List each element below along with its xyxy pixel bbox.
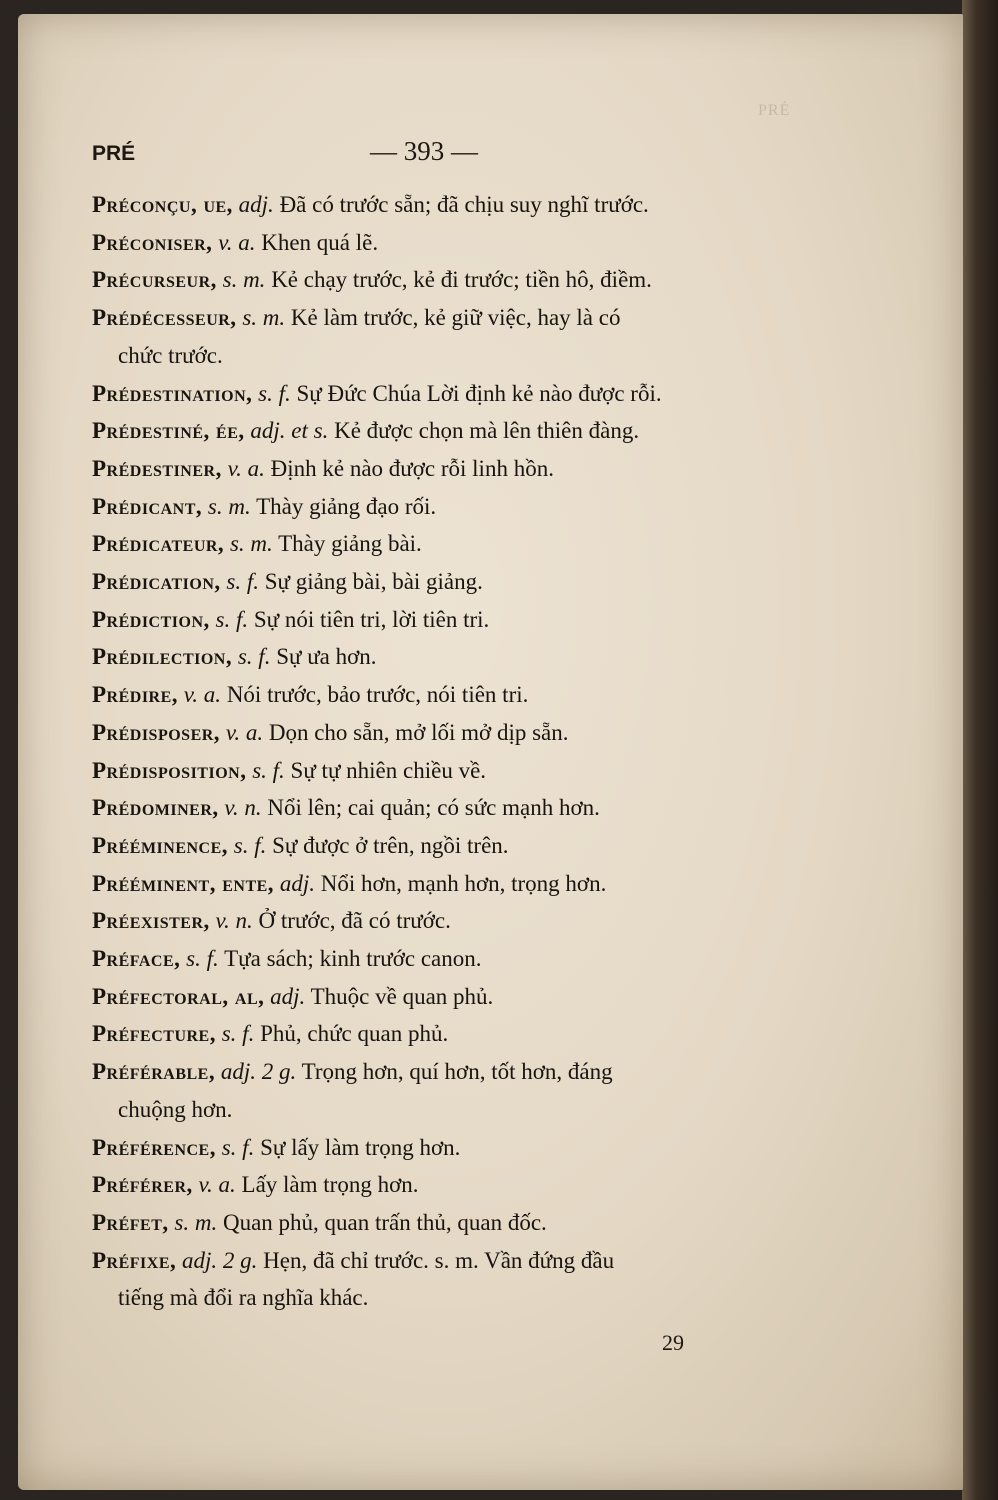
entry-grammar: s. m. [174,1209,218,1235]
book-spine [962,0,998,1500]
entry-grammar: s. m. [222,267,266,293]
entry-definition: Sự giảng bài, bài giảng. [264,569,483,595]
dictionary-entry [92,1129,792,1167]
entry-headword: Prédisposer, [92,719,221,745]
dictionary-entry [92,1204,792,1242]
entry-grammar: v. a. [198,1172,236,1198]
dictionary-entry [92,902,792,940]
entry-definition: Sự tự nhiên chiều về. [290,757,487,783]
entry-headword: Préconiser, [92,229,213,255]
entry-definition: Phủ, chức quan phủ. [260,1021,449,1047]
dictionary-entry [92,752,792,790]
dictionary-entry [92,789,792,827]
entry-grammar: adj. 2 g. [182,1247,258,1273]
entry-headword: Préfet, [92,1209,169,1235]
entry-headword: Prédicateur, [92,531,225,557]
entry-headword: Prédestination, [92,380,253,406]
dictionary-entry [92,1053,792,1128]
entry-definition: Kẻ chạy trước, kẻ đi trước; tiền hô, điềm. [271,267,652,293]
entry-definition: Thày giảng đạo rối. [256,493,437,519]
entry-headword: Préfectoral, al, [92,983,265,1009]
entry-headword: Prédestiner, [92,455,222,481]
entry-definition: Lấy làm trọng hơn. [241,1172,419,1198]
dictionary-entry [92,1166,792,1204]
entry-grammar: v. a. [183,682,222,708]
entry-headword: Prééminent, ente, [92,870,275,896]
dictionary-entry [92,186,792,224]
entry-definition: Thày giảng bài. [278,531,422,557]
entry-definition: Khen quá lẽ. [261,229,379,255]
entry-continuation: chức trước. [118,342,223,368]
dictionary-entry [92,563,792,601]
entry-headword: Prééminence, [92,832,229,858]
dictionary-entry [92,224,792,262]
entry-grammar: v. a. [225,719,264,745]
entry-headword: Préconçu, ue, [92,192,233,217]
entry-definition: Trọng hơn, quí hơn, tốt hơn, đáng [301,1059,613,1085]
dictionary-entry [92,261,792,299]
dictionary-entry [92,827,792,865]
dictionary-entries [92,186,792,1317]
dictionary-entry [92,601,792,639]
entry-continuation: tiếng mà đổi ra nghĩa khác. [118,1285,369,1311]
entry-headword: Précurseur, [92,267,217,293]
entry-grammar: s. f. [258,380,291,406]
entry-definition: Sự được ở trên, ngồi trên. [272,832,509,858]
page-header [92,136,792,176]
entry-grammar: adj. [279,870,315,896]
entry-headword: Prédicant, [92,493,203,519]
entry-grammar: s. f. [252,757,285,783]
entry-grammar: s. f. [221,1134,255,1160]
entry-headword: Prédestiné, ée, [92,418,245,444]
entry-grammar: adj. 2 g. [220,1059,297,1085]
dictionary-entry [92,978,792,1016]
entry-grammar: s. f. [233,832,267,858]
dictionary-entry [92,638,792,676]
entry-definition: Hẹn, đã chỉ trước. s. m. Vần đứng đầu [263,1247,615,1273]
dictionary-entry [92,676,792,714]
entry-headword: Prédire, [92,682,179,708]
entry-headword: Prédominer, [92,795,219,821]
entry-headword: Préfecture, [92,1021,216,1047]
entry-headword: Préexister, [92,908,210,934]
entry-headword: Prédécesseur, [92,305,237,331]
entry-headword: Préférence, [92,1134,216,1160]
entry-definition: Nổi hơn, mạnh hơn, trọng hơn. [320,870,607,896]
page-number: — 393 — [370,136,478,166]
entry-definition: Sự ưa hơn. [276,644,377,670]
dictionary-entry [92,488,792,526]
entry-definition: Kẻ được chọn mà lên thiên đàng. [334,418,640,444]
entry-definition: Thuộc về quan phủ. [310,983,494,1009]
entry-definition: Kẻ làm trước, kẻ giữ việc, hay là có [290,305,621,331]
entry-grammar: v. a. [218,229,256,255]
entry-grammar: adj. [270,983,306,1009]
dictionary-entry [92,940,792,978]
entry-definition: Định kẻ nào được rỗi linh hồn. [270,455,554,481]
dictionary-entry [92,412,792,450]
entry-grammar: s. f. [186,946,219,972]
entry-grammar: s. f. [226,569,259,595]
entry-definition: Sự nói tiên tri, lời tiên tri. [253,606,490,632]
entry-headword: Préface, [92,946,181,972]
entry-grammar: v. n. [215,908,253,934]
entry-grammar: s. m. [229,531,273,557]
dictionary-entry [92,450,792,488]
signature-mark: 29 [662,1330,684,1355]
dictionary-entry [92,714,792,752]
entry-definition: Tựa sách; kinh trước canon. [224,946,482,972]
entry-definition: Sự Đức Chúa Lời định kẻ nào được rỗi. [296,380,662,406]
dictionary-entry [92,375,792,413]
entry-grammar: adj. et s. [250,418,329,444]
entry-grammar: s. f. [221,1021,255,1047]
entry-grammar: v. n. [224,795,262,821]
entry-definition: Ở trước, đã có trước. [258,908,451,934]
entry-grammar: s. m. [242,305,286,331]
entry-continuation: chuộng hơn. [118,1096,233,1122]
dictionary-entry [92,865,792,903]
dictionary-entry [92,1242,792,1317]
entry-definition: Nói trước, bảo trước, nói tiên tri. [226,682,529,708]
entry-definition: Dọn cho sẵn, mở lối mở dịp sẵn. [268,719,569,745]
entry-headword: Prédiction, [92,606,210,632]
dictionary-entry [92,525,792,563]
bleed-through-text: PRÉ [758,102,791,119]
entry-grammar: adj. [238,192,274,217]
entry-grammar: s. f. [237,644,271,670]
entry-headword: Prédication, [92,569,221,595]
entry-grammar: s. f. [215,606,249,632]
entry-headword: Préférer, [92,1172,193,1198]
dictionary-entry [92,1015,792,1053]
entry-definition: Quan phủ, quan trấn thủ, quan đốc. [222,1209,547,1235]
entry-grammar: v. a. [227,455,265,481]
entry-definition: Đã có trước sẵn; đã chịu suy nghĩ trước. [279,192,649,217]
running-head: PRÉ [92,142,136,165]
entry-headword: Préférable, [92,1059,216,1085]
entry-headword: Préfixe, [92,1247,177,1273]
entry-grammar: s. m. [207,493,251,519]
entry-definition: Nổi lên; cai quản; có sức mạnh hơn. [267,795,600,821]
dictionary-entry [92,299,792,374]
entry-headword: Prédilection, [92,644,233,670]
entry-definition: Sự lấy làm trọng hơn. [260,1134,461,1160]
entry-headword: Prédisposition, [92,757,247,783]
